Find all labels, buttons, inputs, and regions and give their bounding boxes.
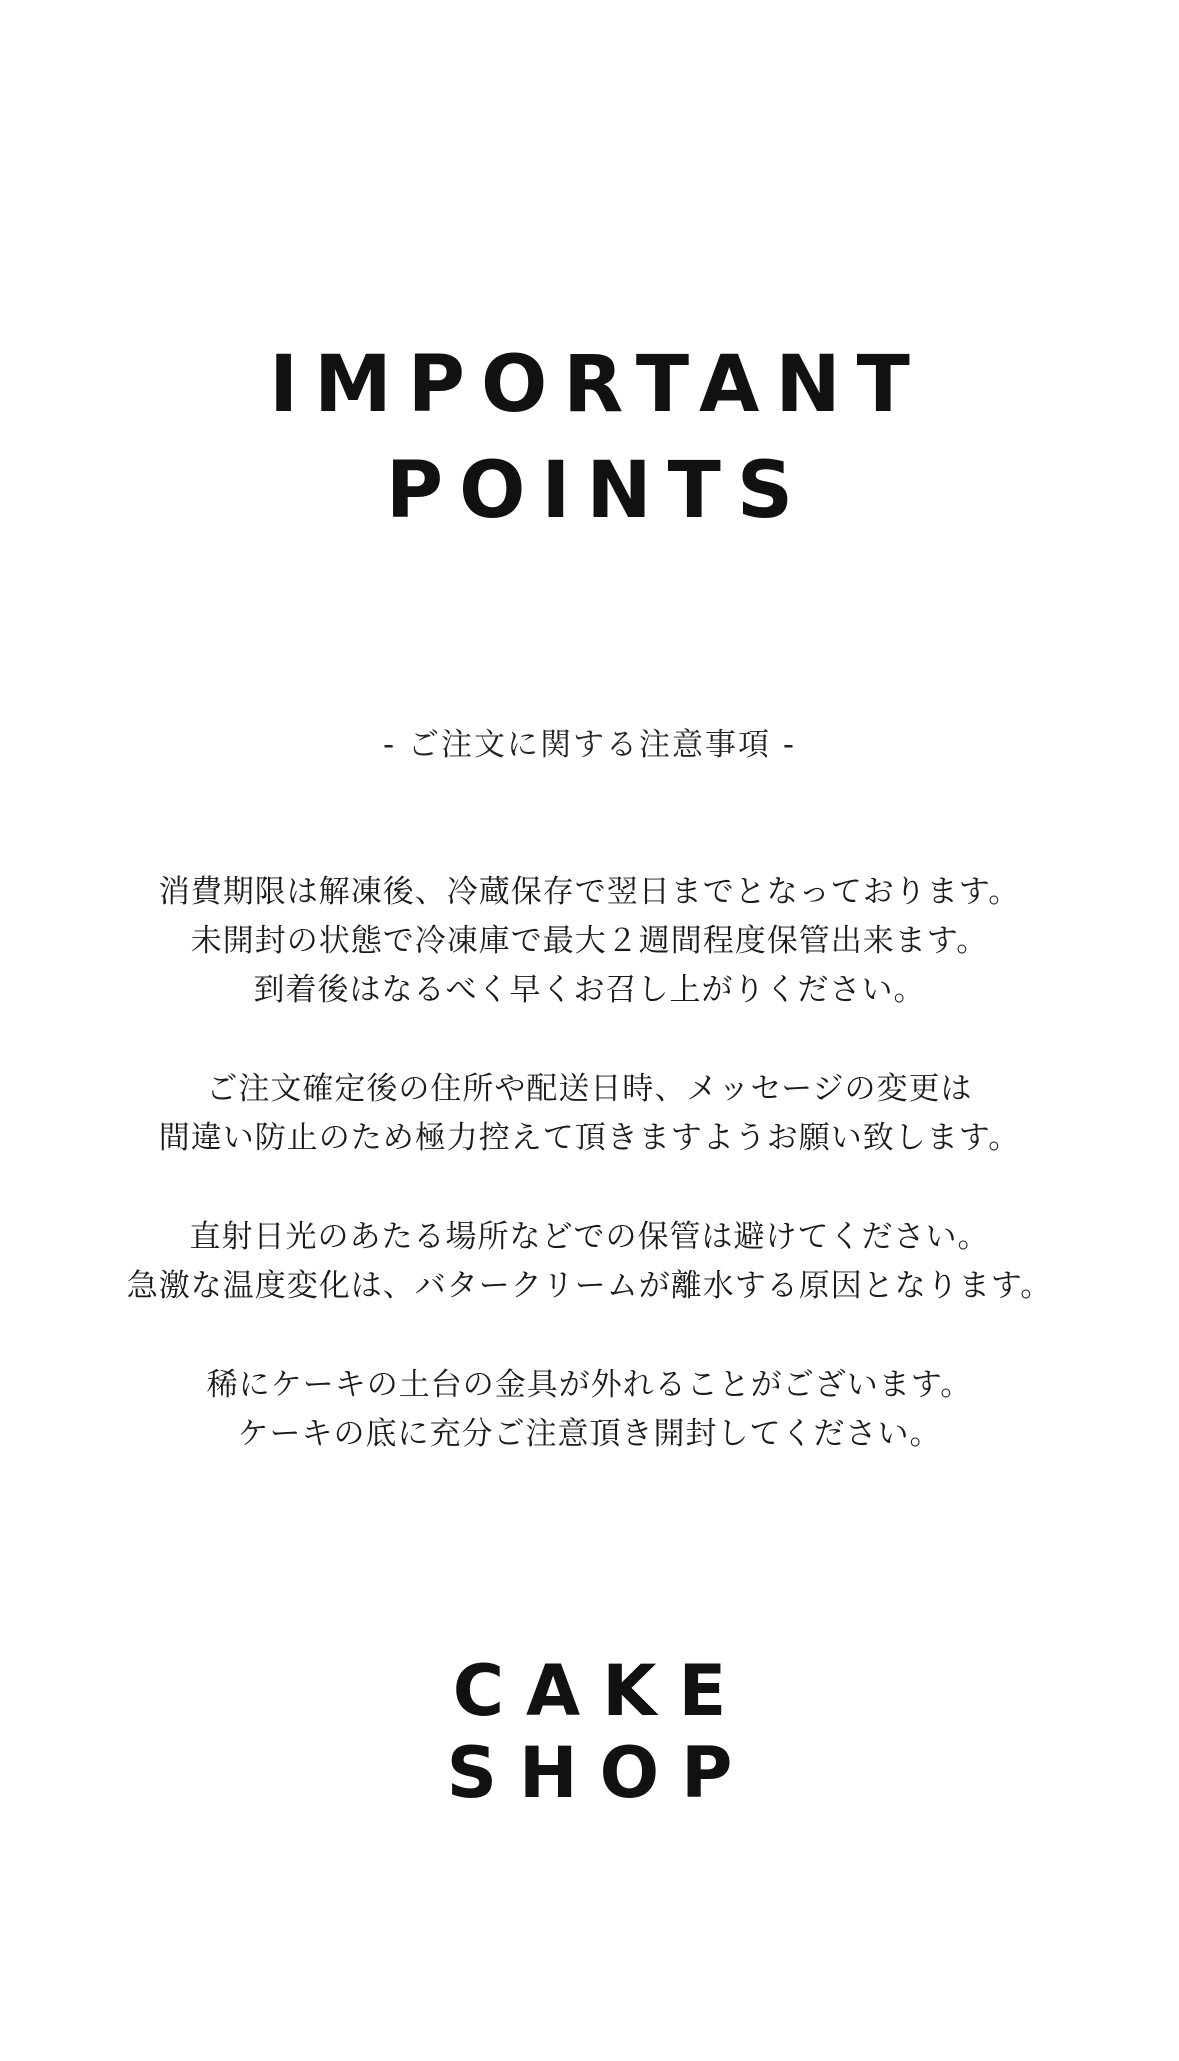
note-line: ケーキの底に充分ご注意頂き開封してください。 — [237, 1416, 942, 1452]
note-line: 間違い防止のため極力控えて頂きますようお願い致します。 — [158, 1120, 1021, 1156]
note-line: 到着後はなるべく早くお召し上がりください。 — [253, 972, 926, 1008]
note-line: ご注文確定後の住所や配送日時、メッセージの変更は — [206, 1071, 973, 1107]
note-opening — [0, 1361, 1179, 1459]
note-order-changes — [0, 1065, 1179, 1163]
page-title-line-2: POINTS — [385, 446, 810, 536]
page-title-line-1: IMPORTANT — [269, 340, 926, 430]
note-line: 消費期限は解凍後、冷蔵保存で翌日までとなっております。 — [158, 874, 1021, 910]
brand-line-1: CAKE — [452, 1650, 749, 1732]
note-line: 稀にケーキの土台の金具が外れることがございます。 — [206, 1367, 973, 1403]
notes-list — [0, 868, 1179, 1509]
section-subtitle: - ご注文に関する注意事項 - — [382, 727, 797, 763]
note-line: 未開封の状態で冷凍庫で最大２週間程度保管出来ます。 — [190, 923, 989, 959]
brand-line-2: SHOP — [446, 1732, 755, 1814]
note-line: 急激な温度変化は、バタークリームが離水する原因となります。 — [126, 1268, 1053, 1304]
page-title — [0, 332, 1179, 544]
note-line: 直射日光のあたる場所などでの保管は避けてください。 — [189, 1219, 990, 1255]
brand-logo — [0, 1650, 1179, 1814]
note-expiry — [0, 868, 1179, 1015]
note-storage — [0, 1213, 1179, 1311]
